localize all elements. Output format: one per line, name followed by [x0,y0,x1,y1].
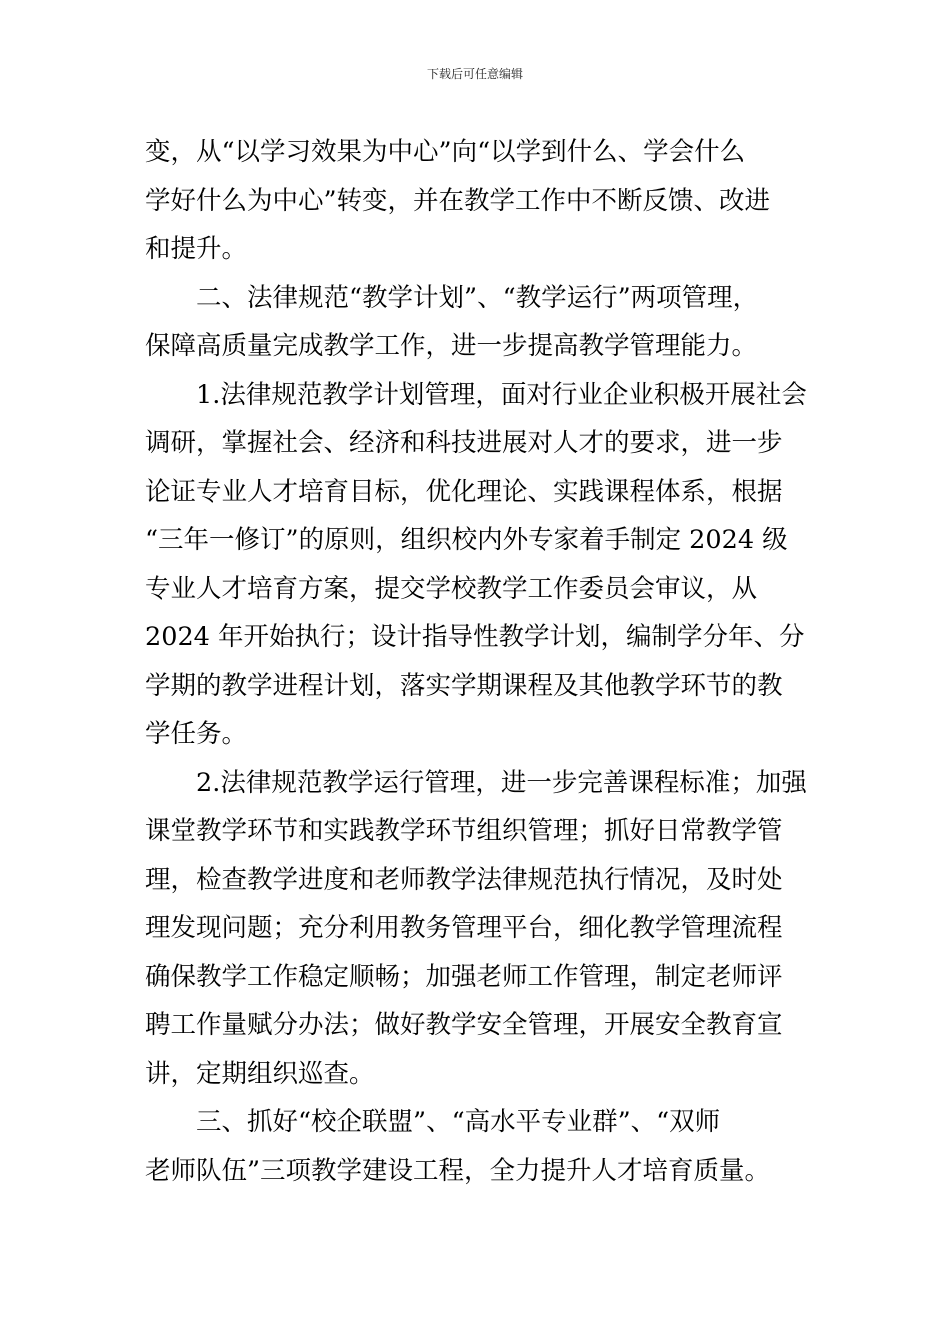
text-line: 保障高质量完成教学工作，进一步提高教学管理能力。 [145,331,758,361]
text-line: 学期的教学进程计划，落实学期课程及其他教学环节的教 [145,670,783,701]
text-line: 论证专业人才培育目标，优化理论、实践课程体系，根据 [145,476,783,507]
text-line: 老师队伍”三项教学建设工程，全力提升人才培育质量。 [145,1155,771,1186]
text-line: “三年一修订”的原则，组织校内外专家着手制定 2024 级 [145,525,788,555]
section-heading-3: 三、抓好“校企联盟”、“高水平专业群”、“双师 [196,1107,721,1137]
body-text [145,128,810,1195]
text-line: 学好什么为中心”转变，并在教学工作中不断反馈、改进 [145,185,771,216]
text-line: 学任务。 [145,719,248,749]
paragraph-item-2: 2.法律规范教学运行管理，进一步完善课程标准；加强 [196,767,807,798]
header-note: 下载后可任意编辑 [426,67,523,81]
text-line: 课堂教学环节和实践教学环节组织管理；抓好日常教学管 [145,816,783,846]
text-line: 和提升。 [145,234,248,264]
text-line: 聘工作量赋分办法；做好教学安全管理，开展安全教育宣 [145,1010,783,1040]
text-line: 2024 年开始执行；设计指导性教学计划，编制学分年、分 [145,622,805,652]
text-line: 确保教学工作稳定顺畅；加强老师工作管理，制定老师评 [145,961,783,992]
text-line: 变，从“以学习效果为中心”向“以学到什么、学会什么 [145,137,746,167]
text-line: 理，检查教学进度和老师教学法律规范执行情况，及时处 [145,864,783,895]
text-line: 调研，掌握社会、经济和科技进展对人才的要求，进一步 [145,428,783,458]
text-line: 专业人才培育方案，提交学校教学工作委员会审议，从 [145,573,758,604]
paragraph-item-1: 1.法律规范教学计划管理，面对行业企业积极开展社会 [196,379,807,410]
text-line: 讲，定期组织巡查。 [145,1058,375,1089]
text-line: 理发现问题；充分利用教务管理平台，细化教学管理流程 [145,913,783,943]
section-heading-2: 二、法律规范“教学计划”、“教学运行”两项管理， [196,282,759,313]
